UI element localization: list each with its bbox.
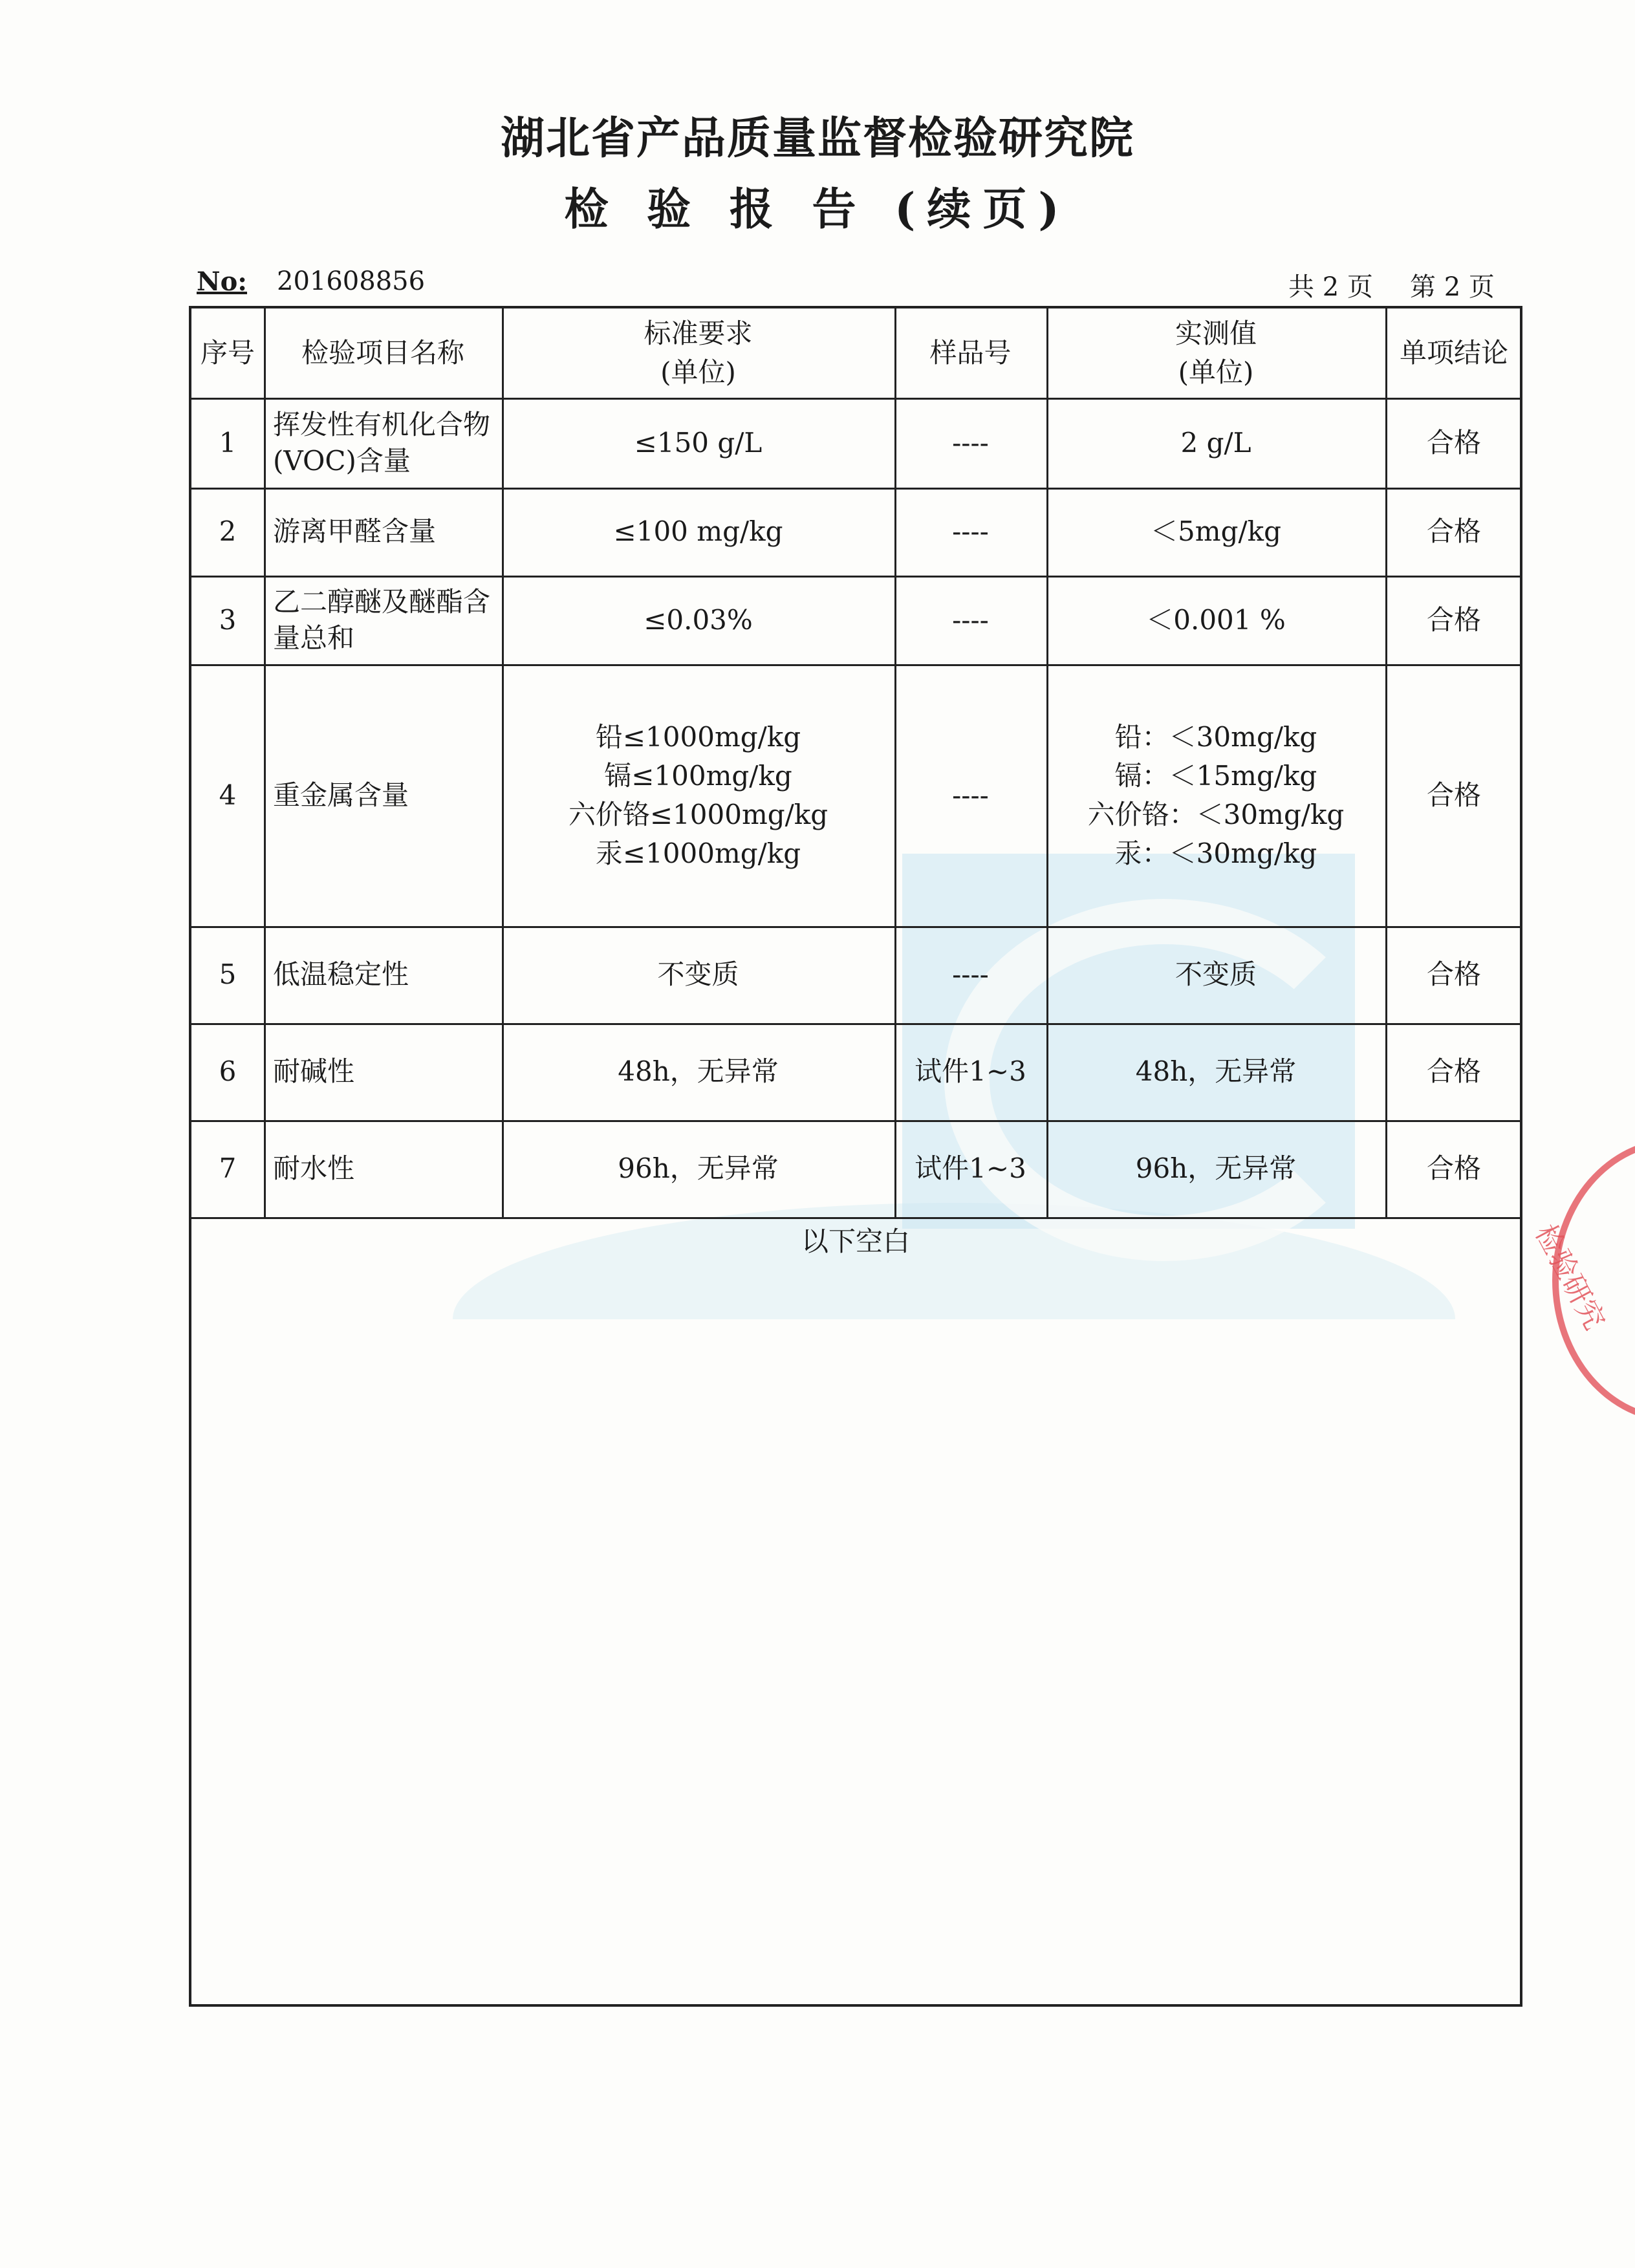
- measured-line: 2 g/L: [1180, 426, 1251, 459]
- item-conclusion: 合格: [1426, 426, 1481, 459]
- standard-line: 六价铬≤1000mg/kg: [568, 798, 828, 830]
- item-name: 耐水性: [273, 1152, 355, 1184]
- column-header-text: (单位): [1178, 356, 1254, 388]
- header-item: [264, 308, 502, 398]
- sample-id: 试件1~3: [915, 1152, 1026, 1184]
- standard-line: 汞≤1000mg/kg: [595, 837, 801, 869]
- table-row-divider: [191, 1217, 1520, 1219]
- measured-value: [1046, 1120, 1385, 1217]
- standard-requirement: [502, 1120, 894, 1217]
- item-name: 乙二醇醚及醚酯含量总和: [273, 585, 491, 654]
- measured-value: [1046, 576, 1385, 664]
- item-conclusion: 合格: [1426, 603, 1481, 636]
- column-header-text: 标准要求: [644, 318, 753, 349]
- standard-requirement: [502, 398, 894, 488]
- item-conclusion: 合格: [1426, 515, 1481, 547]
- measured-line: 汞：＜30mg/kg: [1114, 837, 1317, 869]
- header-no: [191, 308, 264, 398]
- standard-line: ≤0.03%: [644, 603, 753, 636]
- institute-title: 湖北省产品质量监督检验研究院: [500, 113, 1134, 164]
- column-header-text: (单位): [660, 356, 736, 388]
- row-number: 3: [219, 603, 237, 636]
- measured-line: ＜5mg/kg: [1151, 515, 1281, 547]
- measured-value: [1046, 1023, 1385, 1120]
- item-conclusion: 合格: [1426, 1055, 1481, 1087]
- standard-line: 镉≤100mg/kg: [604, 759, 792, 792]
- sample-id: ----: [952, 515, 989, 547]
- measured-value: [1046, 926, 1385, 1023]
- column-header-text: 单项结论: [1399, 337, 1508, 369]
- measured-line: 镉：＜15mg/kg: [1114, 759, 1317, 792]
- measured-line: 不变质: [1175, 958, 1257, 990]
- item-name: 重金属含量: [273, 779, 409, 811]
- measured-line: ＜0.001 %: [1146, 603, 1286, 636]
- measured-value: [1046, 664, 1385, 926]
- row-number: 5: [219, 958, 237, 990]
- measured-line: 48h，无异常: [1135, 1055, 1297, 1087]
- column-header-text: 实测值: [1175, 318, 1257, 349]
- item-name: 挥发性有机化合物(VOC)含量: [273, 408, 491, 477]
- standard-line: ≤150 g/L: [634, 426, 763, 459]
- item-conclusion: 合格: [1426, 1152, 1481, 1184]
- sample-id: ----: [952, 426, 989, 459]
- page-number: 第 2 页: [1410, 272, 1495, 302]
- standard-requirement: [502, 488, 894, 576]
- sample-id: 试件1~3: [915, 1055, 1026, 1087]
- column-header-text: 检验项目名称: [301, 337, 464, 369]
- row-number: 7: [219, 1152, 237, 1184]
- item-name: 低温稳定性: [273, 958, 409, 990]
- row-number: 1: [219, 426, 237, 459]
- measured-line: 铅：＜30mg/kg: [1114, 720, 1317, 753]
- standard-requirement: [502, 926, 894, 1023]
- row-number: 2: [219, 515, 237, 547]
- header-measured: [1046, 308, 1385, 398]
- measured-line: 六价铬：＜30mg/kg: [1087, 798, 1345, 830]
- item-name: 游离甲醛含量: [273, 515, 437, 547]
- sample-id: ----: [952, 603, 989, 636]
- document-title: 检 验 报 告 (续页): [564, 184, 1071, 235]
- header-standard: [502, 308, 894, 398]
- standard-line: 铅≤1000mg/kg: [595, 720, 801, 753]
- report-number: 201608856: [277, 266, 426, 296]
- item-conclusion: 合格: [1426, 958, 1481, 990]
- row-number: 4: [219, 779, 237, 811]
- standard-line: ≤100 mg/kg: [613, 515, 783, 547]
- blank-below-note: 以下空白: [801, 1226, 910, 1257]
- standard-requirement: [502, 1023, 894, 1120]
- column-header-text: 序号: [200, 337, 255, 369]
- standard-requirement: [502, 664, 894, 926]
- header-sample: [894, 308, 1046, 398]
- column-header-text: 样品号: [929, 337, 1012, 369]
- row-number: 6: [219, 1055, 237, 1087]
- sample-id: ----: [952, 779, 989, 811]
- seal-text: 检验研究: [1528, 1219, 1611, 1335]
- report-number-label: No:: [197, 266, 248, 297]
- standard-line: 96h，无异常: [618, 1152, 779, 1184]
- standard-requirement: [502, 576, 894, 664]
- inspection-table: [189, 306, 1522, 2007]
- standard-line: 不变质: [657, 958, 739, 990]
- item-name: 耐碱性: [273, 1055, 355, 1087]
- sample-id: ----: [952, 958, 989, 990]
- item-conclusion: 合格: [1426, 779, 1481, 811]
- measured-value: [1046, 488, 1385, 576]
- header-result: [1385, 308, 1522, 398]
- measured-value: [1046, 398, 1385, 488]
- standard-line: 48h，无异常: [618, 1055, 779, 1087]
- total-pages: 共 2 页: [1288, 272, 1373, 302]
- measured-line: 96h，无异常: [1135, 1152, 1297, 1184]
